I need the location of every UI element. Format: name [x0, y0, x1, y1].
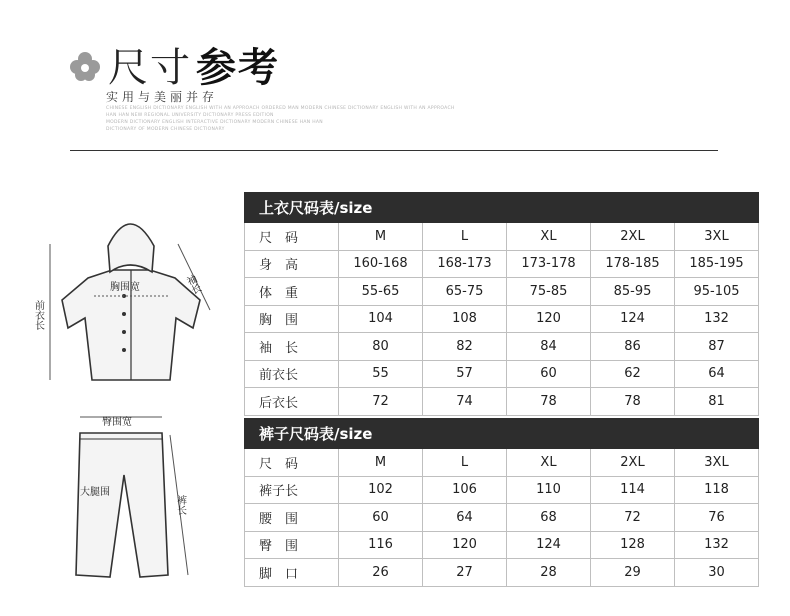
table-cell: 132 [675, 305, 759, 333]
table-cell: 114 [591, 476, 675, 504]
pants-size-table [244, 418, 759, 587]
table-cell: 60 [339, 504, 423, 532]
chest-label: 胸围宽 [110, 282, 140, 293]
header [68, 30, 728, 160]
table-row [245, 360, 759, 388]
fine-print-line: HAN HAN NEW REGIONAL UNIVERSITY DICTIONARY PRESS EDITION [106, 113, 274, 118]
table-cell: 173-178 [507, 250, 591, 278]
fine-print-line: DICTIONARY OF MODERN CHINESE DICTIONARY [106, 127, 225, 132]
clover-icon [68, 50, 102, 84]
table-row [245, 559, 759, 587]
front-length-label: 前衣长 [32, 300, 44, 330]
table-cell: 81 [675, 388, 759, 416]
title-light: 尺寸 [108, 45, 192, 91]
table-cell: 28 [507, 559, 591, 587]
subtitle: 实用与美丽并存 [106, 90, 219, 104]
table-row [245, 278, 759, 306]
table-row [245, 223, 759, 251]
table-cell: XL [507, 223, 591, 251]
table-cell: L [423, 449, 507, 477]
table-cell: 3XL [675, 449, 759, 477]
table-row [245, 250, 759, 278]
table-cell: 124 [591, 305, 675, 333]
table-cell: 168-173 [423, 250, 507, 278]
table-cell: 120 [507, 305, 591, 333]
table-cell: 57 [423, 360, 507, 388]
table-cell: M [339, 223, 423, 251]
table-cell: 2XL [591, 449, 675, 477]
table-cell: L [423, 223, 507, 251]
table-header [245, 419, 759, 449]
table-row [245, 476, 759, 504]
row-label: 腰 围 [245, 504, 339, 532]
thigh-label: 大腿围 [80, 487, 110, 498]
table-row [245, 504, 759, 532]
table-cell: 76 [675, 504, 759, 532]
sleeve-label: 袖长 [183, 273, 202, 297]
row-label: 脚 口 [245, 559, 339, 587]
row-label: 前衣长 [245, 360, 339, 388]
fine-print-line: MODERN DICTIONARY ENGLISH INTERACTIVE DICTIONARY MODERN CHINESE HAN HAN [106, 120, 323, 125]
raincoat-pants-diagram [40, 405, 230, 595]
hip-label: 臀围宽 [102, 417, 132, 428]
row-label: 胸 围 [245, 305, 339, 333]
pants-length-label: 裤长 [174, 495, 186, 515]
table-cell: 120 [423, 531, 507, 559]
table-cell: 84 [507, 333, 591, 361]
table-cell: 118 [675, 476, 759, 504]
table-cell: 29 [591, 559, 675, 587]
table-cell: M [339, 449, 423, 477]
table-cell: 160-168 [339, 250, 423, 278]
fine-print-line: CHINESE ENGLISH DICTIONARY ENGLISH WITH AN APPROACH ORDERED MAN MODERN CHINESE DICTIONARY ENGLISH WITH AN APPROACH [106, 106, 455, 111]
table-cell: XL [507, 449, 591, 477]
table-cell: 178-185 [591, 250, 675, 278]
table-cell: 124 [507, 531, 591, 559]
raincoat-jacket-diagram [30, 200, 230, 400]
row-label: 裤子长 [245, 476, 339, 504]
table-cell: 110 [507, 476, 591, 504]
table-row [245, 531, 759, 559]
table-cell: 65-75 [423, 278, 507, 306]
title-bold: 参考 [196, 45, 280, 91]
row-label: 袖 长 [245, 333, 339, 361]
row-label: 身 高 [245, 250, 339, 278]
row-label: 体 重 [245, 278, 339, 306]
table-cell: 72 [339, 388, 423, 416]
table-cell: 3XL [675, 223, 759, 251]
table-cell: 75-85 [507, 278, 591, 306]
table-cell: 78 [591, 388, 675, 416]
table-cell: 104 [339, 305, 423, 333]
table-cell: 185-195 [675, 250, 759, 278]
table-row [245, 305, 759, 333]
table-cell: 128 [591, 531, 675, 559]
row-label: 臀 围 [245, 531, 339, 559]
table-cell: 106 [423, 476, 507, 504]
table-cell: 86 [591, 333, 675, 361]
row-label: 后衣长 [245, 388, 339, 416]
row-label: 尺 码 [245, 449, 339, 477]
table-cell: 30 [675, 559, 759, 587]
table-row [245, 388, 759, 416]
table-cell: 116 [339, 531, 423, 559]
pants-table-title: 裤子尺码表/size [245, 419, 759, 449]
table-cell: 80 [339, 333, 423, 361]
table-row [245, 333, 759, 361]
header-divider [70, 150, 718, 151]
table-cell: 55-65 [339, 278, 423, 306]
table-cell: 95-105 [675, 278, 759, 306]
table-cell: 72 [591, 504, 675, 532]
table-cell: 132 [675, 531, 759, 559]
table-cell: 74 [423, 388, 507, 416]
table-cell: 62 [591, 360, 675, 388]
table-cell: 2XL [591, 223, 675, 251]
table-cell: 82 [423, 333, 507, 361]
table-cell: 27 [423, 559, 507, 587]
table-cell: 60 [507, 360, 591, 388]
table-cell: 87 [675, 333, 759, 361]
table-cell: 108 [423, 305, 507, 333]
table-cell: 78 [507, 388, 591, 416]
table-cell: 68 [507, 504, 591, 532]
row-label: 尺 码 [245, 223, 339, 251]
jacket-table-title: 上衣尺码表/size [245, 193, 759, 223]
table-cell: 102 [339, 476, 423, 504]
table-cell: 64 [423, 504, 507, 532]
table-cell: 55 [339, 360, 423, 388]
table-cell: 85-95 [591, 278, 675, 306]
table-row [245, 449, 759, 477]
jacket-size-table [244, 192, 759, 416]
table-cell: 64 [675, 360, 759, 388]
table-header [245, 193, 759, 223]
table-cell: 26 [339, 559, 423, 587]
